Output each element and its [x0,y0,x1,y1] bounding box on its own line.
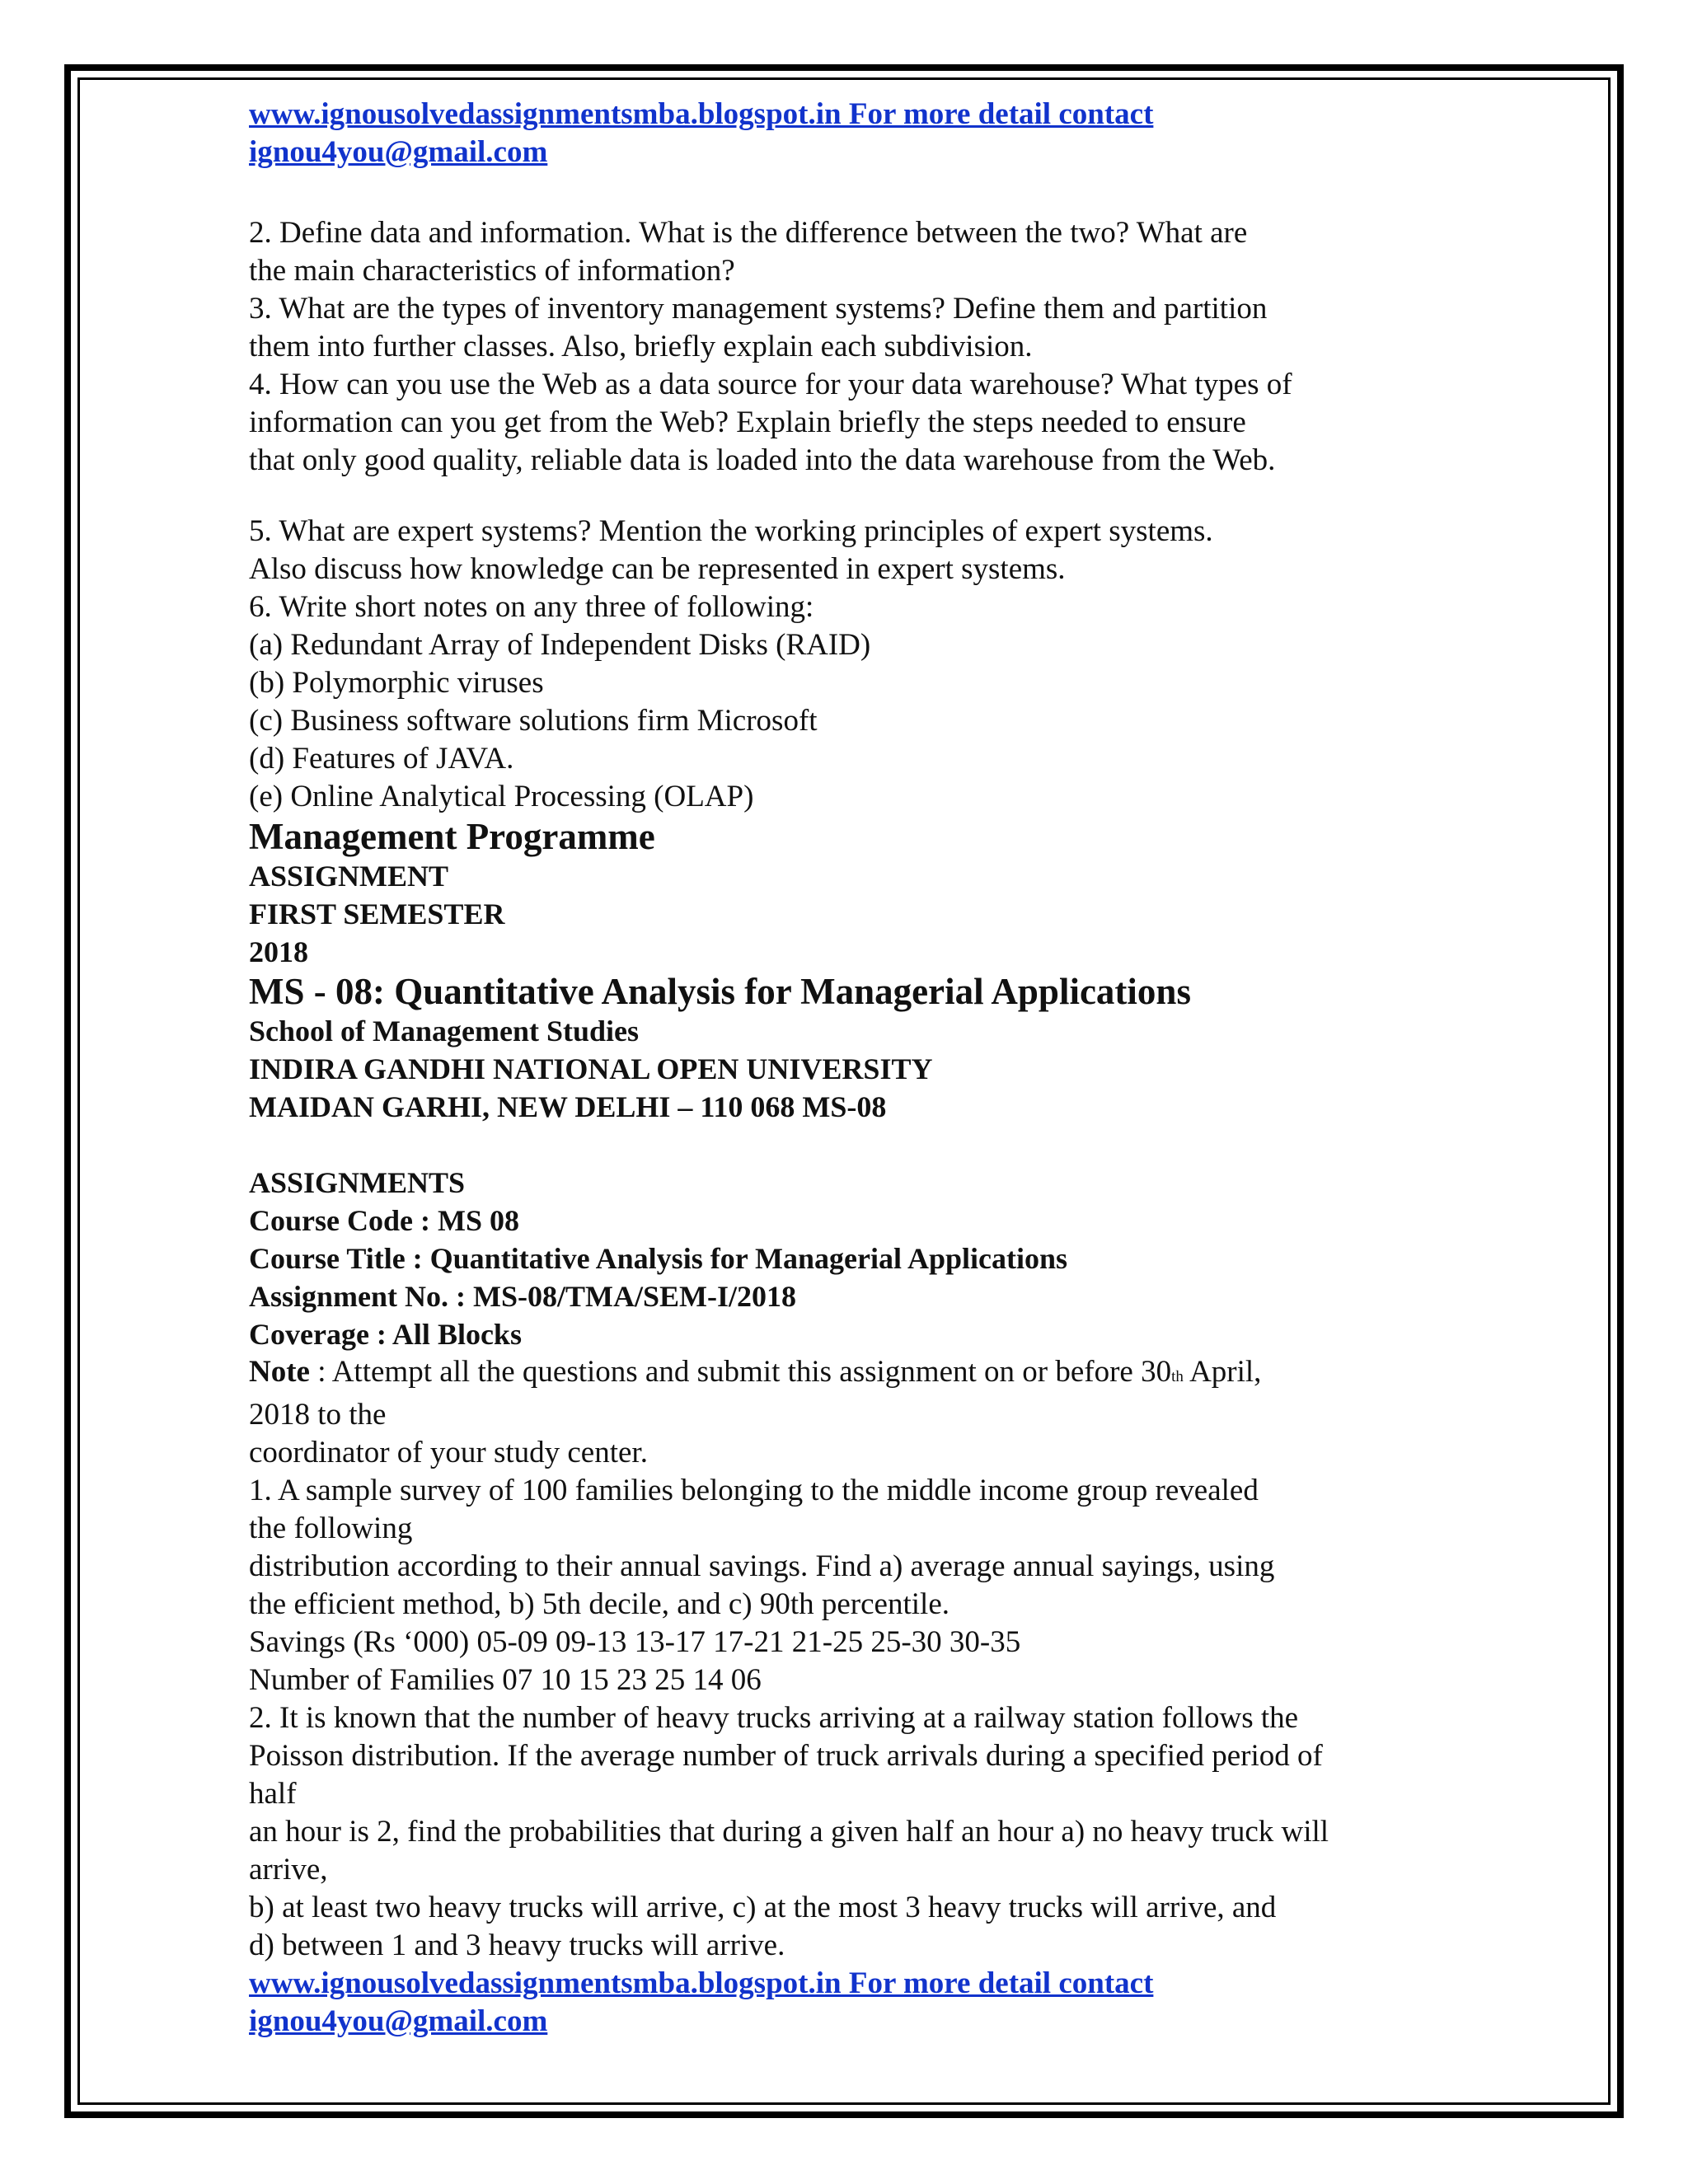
semester-label: FIRST SEMESTER [249,898,505,930]
note-text-end: April, [1183,1355,1262,1389]
question-line: 5. What are expert systems? Mention the working principles of expert systems. [249,514,1213,548]
question-line: 6. Write short notes on any three of following: [249,590,814,624]
question-line: 4. How can you use the Web as a data source for your data warehouse? What types of [249,368,1292,401]
question-line: (a) Redundant Array of Independent Disks (RAID) [249,628,871,662]
question-line: the following [249,1511,413,1545]
course-code: Course Code : MS 08 [249,1204,519,1237]
footer-email-link[interactable]: ignou4you@gmail.com [249,2004,548,2038]
question-line: Savings (Rs ‘000) 05-09 09-13 13-17 17-21 21-25 25-30 30-35 [249,1625,1021,1659]
question-line: (b) Polymorphic viruses [249,666,544,700]
question-line: 2. Define data and information. What is the difference between the two? What are [249,216,1248,250]
question-line: information can you get from the Web? Explain briefly the steps needed to ensure [249,405,1246,439]
assignment-number: Assignment No. : MS-08/TMA/SEM-I/2018 [249,1280,796,1313]
school-name: School of Management Studies [249,1015,640,1047]
question-line: that only good quality, reliable data is loaded into the data warehouse from the Web. [249,443,1276,477]
question-line: the efficient method, b) 5th decile, and c) 90th percentile. [249,1587,950,1621]
document-body [249,89,1469,2041]
question-line: b) at least two heavy trucks will arrive, c) at the most 3 heavy trucks will arrive, and [249,1891,1277,1924]
note-text: : Attempt all the questions and submit this assignment on or before 30 [309,1355,1172,1389]
question-line: Also discuss how knowledge can be represented in expert systems. [249,552,1066,586]
university-name: INDIRA GANDHI NATIONAL OPEN UNIVERSITY [249,1052,933,1085]
question-line: Poisson distribution. If the average number of truck arrivals during a specified period of [249,1739,1323,1773]
programme-block [249,816,1469,1126]
coverage: Coverage : All Blocks [249,1318,522,1351]
question-line: arrive, [249,1853,328,1886]
questions [249,1472,1469,1965]
question-line: the main characteristics of information? [249,254,735,288]
previous-questions [249,214,1469,816]
question-line: (c) Business software solutions firm Microsoft [249,704,818,738]
question-line: (d) Features of JAVA. [249,742,514,776]
assignment-label: ASSIGNMENT [249,860,449,893]
question-line: (e) Online Analytical Processing (OLAP) [249,780,754,813]
question-line: them into further classes. Also, briefly explain each subdivision. [249,330,1033,363]
question-line: Number of Families 07 10 15 23 25 14 06 [249,1663,762,1697]
question-line: 1. A sample survey of 100 families belonging to the middle income group revealed [249,1474,1259,1507]
footer-blog-link[interactable]: www.ignousolvedassignmentsmba.blogspot.in For more detail contact [249,1966,1154,2000]
question-line: d) between 1 and 3 heavy trucks will arrive. [249,1929,785,1962]
assignments-heading: ASSIGNMENTS [249,1166,466,1199]
course-heading: MS - 08: Quantitative Analysis for Managerial Applications [249,971,1191,1012]
note-line [249,1353,1469,1396]
question-line: an hour is 2, find the probabilities that during a given half an hour a) no heavy truck will [249,1815,1329,1849]
question-line: distribution according to their annual savings. Find a) average annual sayings, using [249,1549,1275,1583]
year-label: 2018 [249,935,308,968]
university-address: MAIDAN GARHI, NEW DELHI – 110 068 MS-08 [249,1090,887,1123]
note-line: 2018 to the [249,1398,387,1432]
note-line: coordinator of your study center. [249,1436,648,1469]
assignment-details [249,1164,1469,1353]
question-line: 3. What are the types of inventory management systems? Define them and partition [249,292,1268,326]
note-superscript: th [1171,1368,1184,1385]
programme-title: Management Programme [249,816,655,857]
header-email-link[interactable]: ignou4you@gmail.com [249,135,548,169]
question-line: half [249,1777,297,1811]
header-blog-link[interactable]: www.ignousolvedassignmentsmba.blogspot.in For more detail contact [249,97,1154,131]
note-block [249,1353,1469,1472]
note-label: Note [249,1355,310,1389]
question-line: 2. It is known that the number of heavy trucks arriving at a railway station follows the [249,1701,1299,1735]
course-title: Course Title : Quantitative Analysis for Managerial Applications [249,1242,1068,1275]
